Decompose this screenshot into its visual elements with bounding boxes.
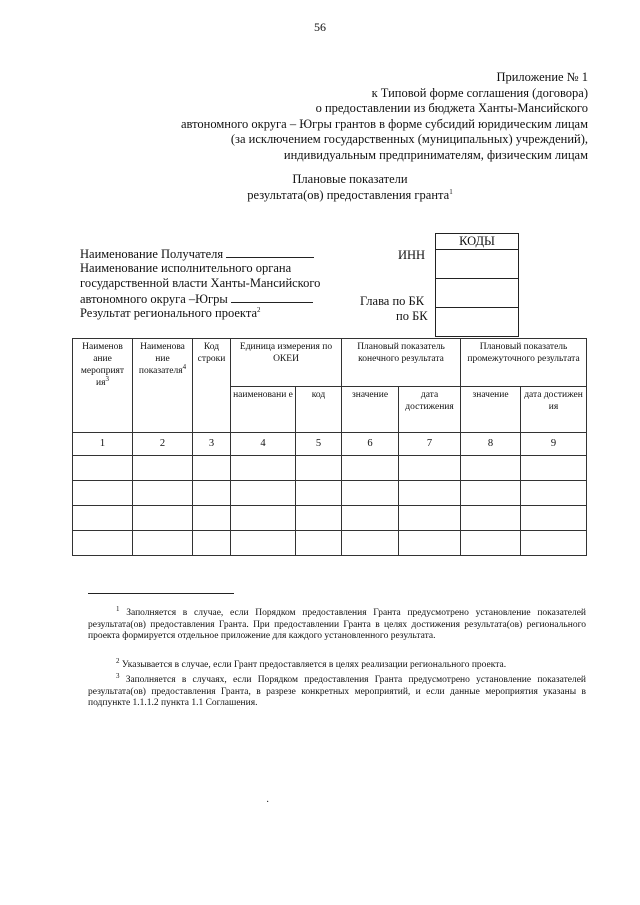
column-number: 4: [231, 433, 296, 456]
header-interim-result: Плановый показатель промежуточного результата: [461, 339, 587, 387]
header-indicator: Наименова ние показателя$^4$: [133, 339, 193, 433]
authority-line-2: государственной власти Ханты-Мансийского: [80, 276, 321, 290]
appendix-line: индивидуальным предпринимателям, физическим лицам: [283, 147, 588, 162]
subheader-final-date: дата достижения: [399, 387, 461, 433]
title-line-1: Плановые показатели: [292, 172, 408, 186]
table-cell[interactable]: [399, 531, 461, 556]
table-cell[interactable]: [461, 506, 521, 531]
po-bk-label: по БК: [396, 309, 428, 323]
table-row: [73, 481, 587, 506]
table-cell[interactable]: [521, 531, 587, 556]
header-final-result: Плановый показатель конечного результата: [342, 339, 461, 387]
footnote-ref: 1: [449, 187, 453, 196]
footnote-separator: [88, 593, 234, 594]
table-cell[interactable]: [521, 456, 587, 481]
table-cell[interactable]: [231, 456, 296, 481]
column-number: 2: [133, 433, 193, 456]
glava-bk-label: Глава по БК: [360, 294, 425, 308]
table-cell[interactable]: [399, 456, 461, 481]
subheader-unit-name: наименовани е: [231, 387, 296, 433]
glava-bk-code-cell[interactable]: [436, 279, 518, 308]
stray-mark: ·: [266, 797, 270, 808]
column-number: 8: [461, 433, 521, 456]
table-cell[interactable]: [133, 506, 193, 531]
codes-box: [435, 233, 519, 337]
po-bk-code-cell[interactable]: [436, 308, 518, 336]
inn-code-cell[interactable]: [436, 250, 518, 279]
table-cell[interactable]: [73, 481, 133, 506]
authority-blank[interactable]: [231, 291, 313, 303]
table-cell[interactable]: [296, 531, 342, 556]
column-number: 3: [193, 433, 231, 456]
table-cell[interactable]: [133, 531, 193, 556]
table-cell[interactable]: [461, 531, 521, 556]
table-cell[interactable]: [193, 531, 231, 556]
header-event: Наименов ание мероприят $ия^3$: [73, 339, 133, 433]
table-cell[interactable]: [231, 506, 296, 531]
footnote-3: $^3$ Заполняется в случаях, если Порядком предоставления Гранта предусмотрено установление показателей результата(ов) предоставления Гранта, в разрезе конкретных мероприятий, и если данные мероприятия указаны в подпункте 1.1.1.2 пункта 1.1 Соглашения.: [88, 671, 586, 708]
table-cell[interactable]: [296, 456, 342, 481]
table-cell[interactable]: [193, 481, 231, 506]
table-row: [73, 531, 587, 556]
footnote-1: $^1$ Заполняется в случае, если Порядком предоставления Гранта предусмотрено установление показателей результата(ов) предоставления Гранта. При предоставлении Гранта в целях достижения результата(ов) регионального проекта формируется отдельное приложение для каждого установленного результата.: [88, 604, 586, 641]
inn-label: ИНН: [398, 248, 426, 262]
subheader-final-value: значение: [342, 387, 399, 433]
column-number: 7: [399, 433, 461, 456]
appendix-line: Приложение № 1: [496, 70, 588, 84]
project-field: Результат регионального проекта$^2$: [80, 305, 261, 320]
table-cell[interactable]: [342, 531, 399, 556]
subheader-interim-value: значение: [461, 387, 521, 433]
table-row: [73, 456, 587, 481]
subheader-unit-code: код: [296, 387, 342, 433]
table-cell[interactable]: [296, 506, 342, 531]
column-numbers-row: [73, 433, 587, 456]
column-number: 9: [521, 433, 587, 456]
subheader-interim-date: дата достижен ия: [521, 387, 587, 433]
table-cell[interactable]: [461, 481, 521, 506]
appendix-line: автономного округа – Югры грантов в форме субсидий юридическим лицам: [180, 116, 588, 131]
table-cell[interactable]: [342, 481, 399, 506]
indicators-table: [72, 338, 587, 556]
table-cell[interactable]: [73, 531, 133, 556]
table-cell[interactable]: [342, 456, 399, 481]
column-number: 5: [296, 433, 342, 456]
codes-header: КОДЫ: [436, 234, 518, 250]
table-cell[interactable]: [296, 481, 342, 506]
header-row-code: Код строки: [193, 339, 231, 433]
appendix-line: к Типовой форме соглашения (договора): [371, 85, 588, 100]
recipient-field: Наименование Получателя: [80, 246, 314, 262]
table-cell[interactable]: [231, 531, 296, 556]
recipient-blank[interactable]: [226, 246, 314, 258]
table-cell[interactable]: [521, 481, 587, 506]
table-cell[interactable]: [133, 481, 193, 506]
column-number: 1: [73, 433, 133, 456]
table-cell[interactable]: [193, 456, 231, 481]
table-cell[interactable]: [73, 506, 133, 531]
column-number: 6: [342, 433, 399, 456]
table-row: [73, 506, 587, 531]
table-cell[interactable]: [399, 481, 461, 506]
table-cell[interactable]: [521, 506, 587, 531]
authority-field: автономного округа –Югры: [80, 291, 313, 307]
title-line-2: результата(ов) предоставления гранта$^1$: [247, 187, 453, 202]
table-cell[interactable]: [461, 456, 521, 481]
table-cell[interactable]: [193, 506, 231, 531]
authority-line-1: Наименование исполнительного органа: [80, 261, 292, 275]
appendix-header: [181, 70, 588, 163]
table-cell[interactable]: [133, 456, 193, 481]
appendix-line: о предоставлении из бюджета Ханты-Мансийского: [315, 101, 588, 115]
header-unit: Единица измерения по ОКЕИ: [231, 339, 342, 387]
page-number: 56: [314, 20, 326, 34]
document-title: [200, 172, 500, 203]
table-cell[interactable]: [399, 506, 461, 531]
table-cell[interactable]: [73, 456, 133, 481]
footnote-2: $^2$ Указывается в случае, если Грант предоставляется в целях реализации регионального проекта.: [116, 656, 507, 670]
table-cell[interactable]: [231, 481, 296, 506]
table-cell[interactable]: [342, 506, 399, 531]
appendix-line: (за исключением государственных (муниципальных) учреждений),: [230, 132, 588, 146]
